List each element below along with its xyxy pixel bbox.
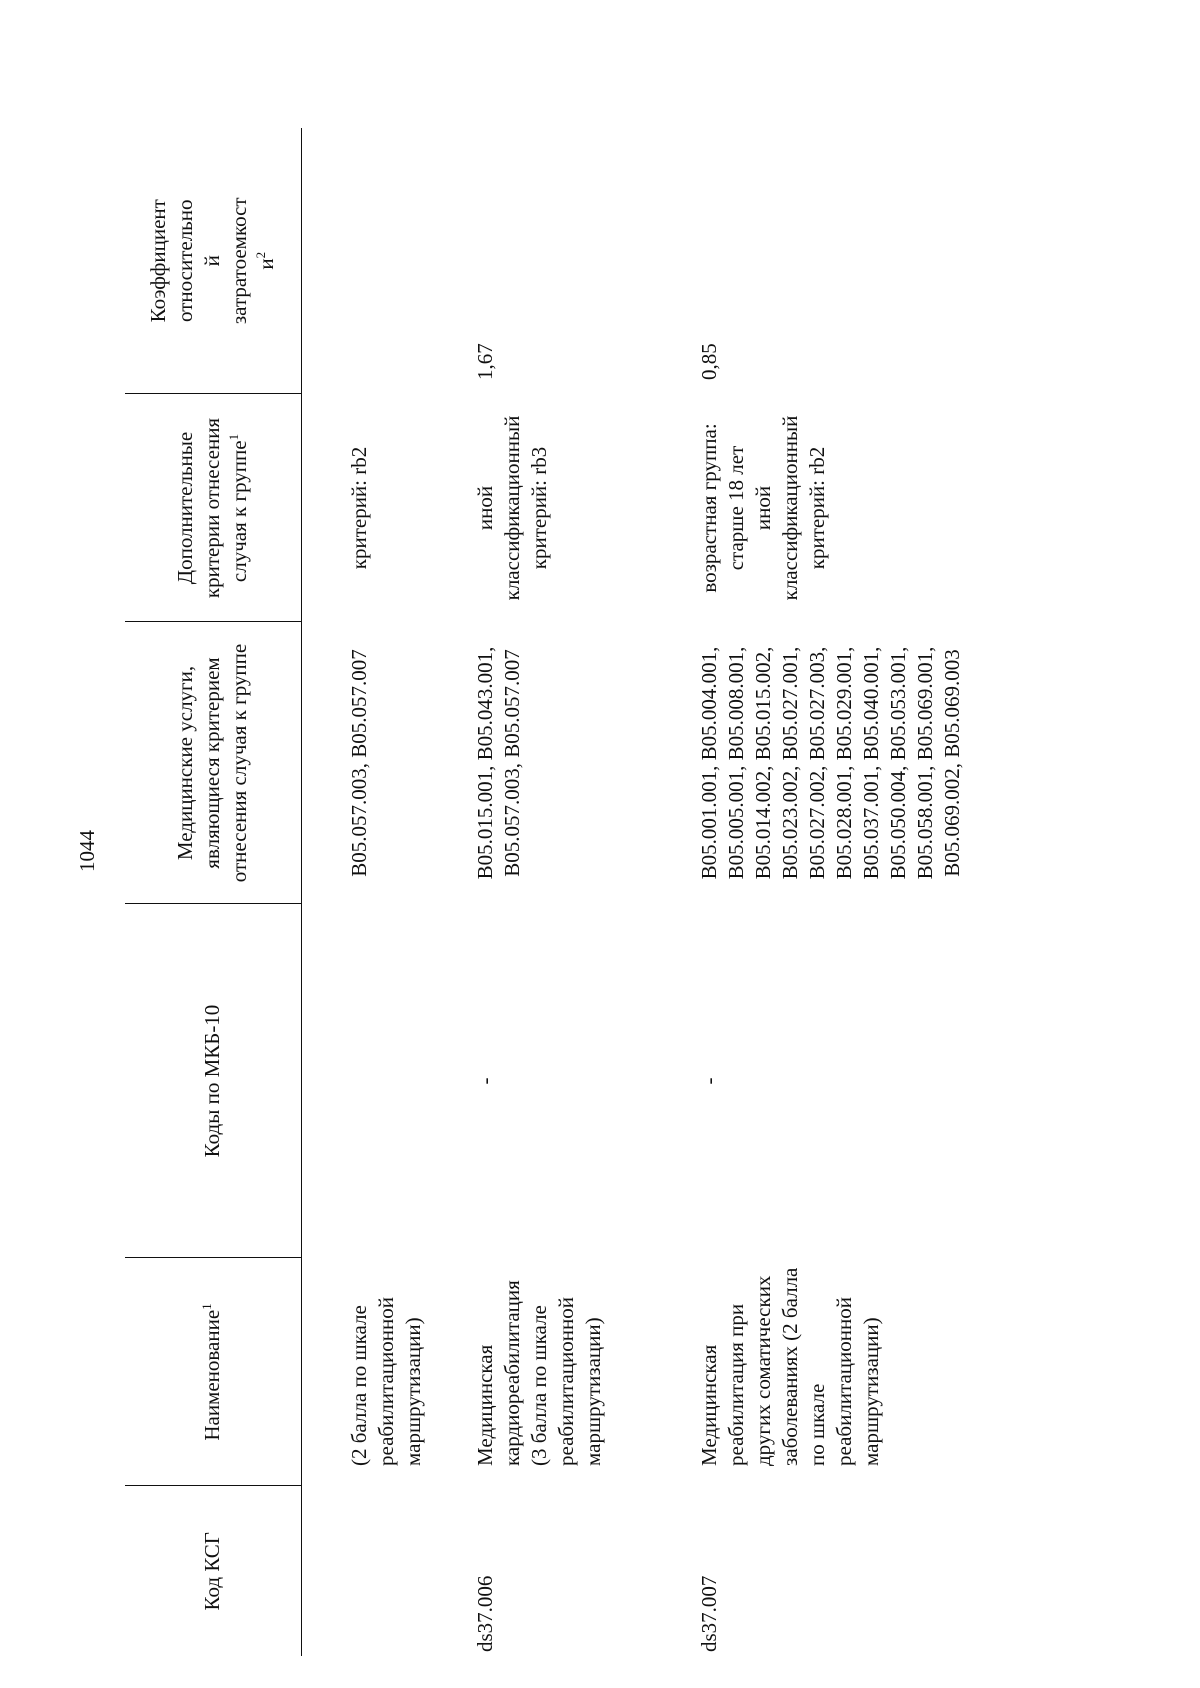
table-header-row (125, 128, 301, 1656)
cell-name: Медицинская реабилитация при других соматических заболеваниях (2 балла по шкале реабилитационной маршрутизации) (696, 1267, 883, 1466)
header-name: Наименование$^1$ (125, 1258, 301, 1486)
table-row (301, 128, 444, 1656)
header-code: Код КСГ (125, 1486, 301, 1656)
cell-code (301, 1486, 444, 1656)
cell-coefficient: 0,85 (696, 343, 721, 380)
cell-mkb (301, 904, 444, 1258)
cell-coefficient (301, 128, 444, 394)
cell-criteria: возрастная группа: старше 18 лет иной классификационный критерий: rb2 (696, 415, 829, 601)
ksg-table-rotated (125, 128, 1075, 1656)
cell-criteria: иной классификационный критерий: rb3 (472, 415, 551, 601)
table-row (668, 128, 966, 1656)
header-services: Медицинские услуги, являющиеся критерием отнесения случая к группе (125, 622, 301, 904)
cell-services: B05.015.001, B05.043.001, B05.057.003, B05.057.007 (472, 646, 524, 880)
cell-name: Медицинская кардиореабилитация (3 балла по шкале реабилитационной маршрутизации) (472, 1280, 605, 1466)
cell-code: ds37.006 (472, 1575, 497, 1652)
cell-code: ds37.007 (696, 1575, 721, 1652)
cell-name: (2 балла по шкале реабилитационной маршрутизации) (346, 1297, 425, 1466)
cell-coefficient: 1,67 (472, 343, 497, 380)
cell-criteria: критерий: rb2 (346, 446, 371, 570)
table-row (444, 128, 668, 1656)
cell-services: B05.001.001, B05.004.001, B05.005.001, B05.008.001, B05.014.002, B05.015.002, B05.023.002, B05.027.001, B05.027.002, B05.027.003, B05.028.001, B05.029.001, B05.037.001, B05.040.001, B05.050.004, B05.053.001, B05.058.001, B05.069.001, B05.069.002, B05.069.003 (696, 646, 964, 880)
cell-services: B05.057.003, B05.057.007 (346, 649, 371, 877)
header-criteria: Дополнительные критерии отнесения случая к группе$^1$ (125, 394, 301, 622)
cell-mkb: - (472, 1077, 497, 1085)
ksg-table (125, 128, 966, 1656)
page-number: 1044 (75, 830, 99, 872)
cell-mkb: - (696, 1077, 721, 1085)
header-mkb: Коды по МКБ-10 (125, 904, 301, 1258)
header-coefficient: Коэффициент относительно й затратоемкост $и^2$ (125, 128, 301, 394)
